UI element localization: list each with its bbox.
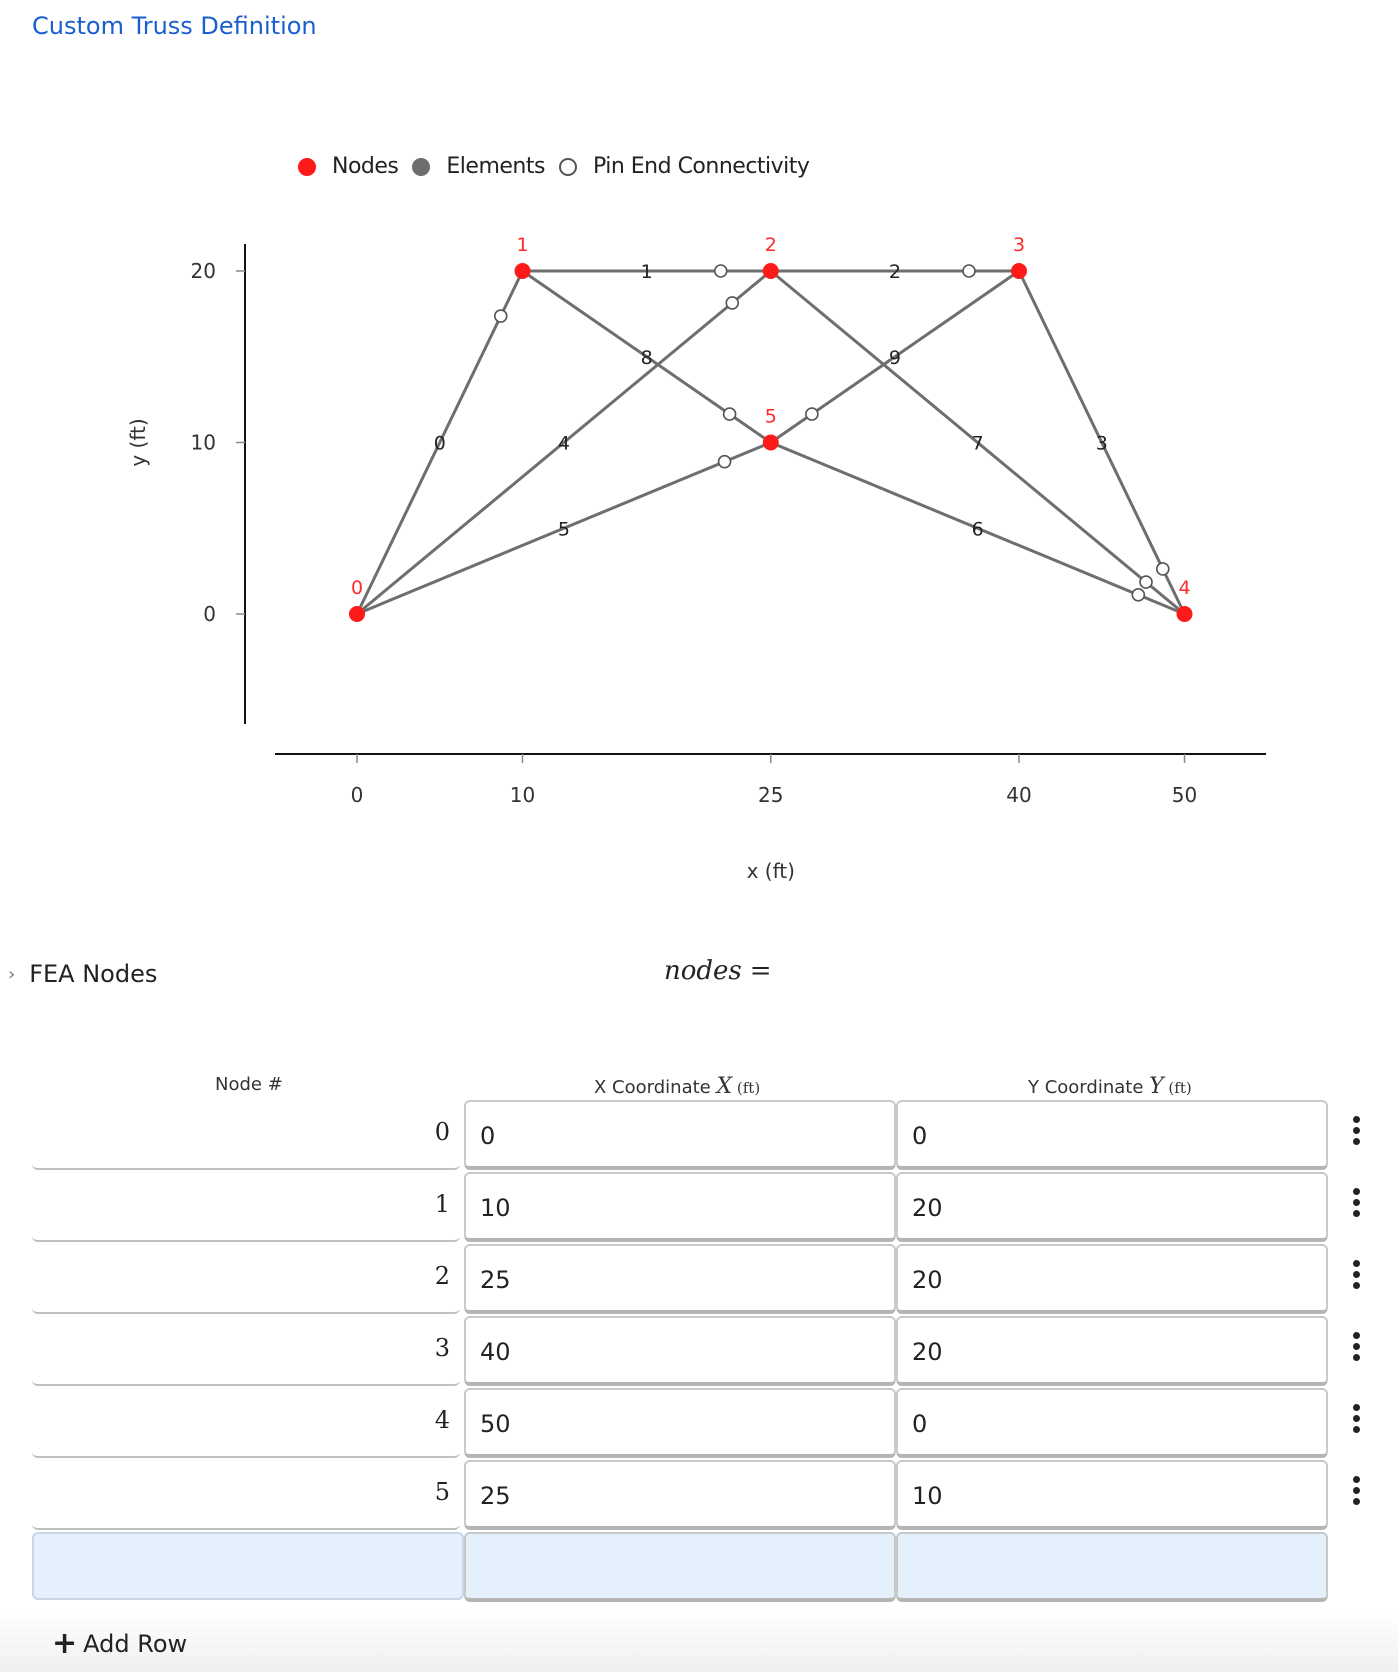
new-x-coordinate-field[interactable]: [464, 1532, 896, 1602]
pin-end-marker: [963, 265, 975, 277]
element-label: 2: [888, 261, 901, 283]
row-index-number: 5: [434, 1478, 450, 1506]
x-tick-label: 40: [1006, 783, 1032, 807]
add-row-button[interactable]: [52, 1626, 188, 1661]
y-tick-label: 10: [190, 430, 216, 455]
x-coordinate-field[interactable]: [464, 1172, 896, 1242]
row-menu-icon[interactable]: [1346, 1188, 1366, 1228]
node-label: 4: [1178, 577, 1191, 599]
header-x-unit: (ft): [732, 1079, 761, 1097]
node-marker: [1011, 263, 1027, 279]
node-marker: [349, 606, 365, 622]
pin-end-marker: [715, 265, 727, 277]
row-index-number: 0: [434, 1118, 450, 1146]
y-coordinate-field[interactable]: [896, 1100, 1328, 1170]
element-label: 8: [640, 346, 653, 369]
y-value: 0: [912, 1410, 928, 1438]
truss-plot: [0, 140, 1398, 900]
pin-end-marker: [495, 310, 507, 322]
x-coordinate-field[interactable]: [464, 1388, 896, 1458]
x-value: 25: [480, 1482, 511, 1510]
header-node: Node #: [215, 1074, 283, 1095]
element-label: 7: [971, 432, 984, 455]
header-y-coordinate: [1028, 1074, 1192, 1099]
node-label: 1: [516, 234, 529, 256]
y-coordinate-field[interactable]: [896, 1316, 1328, 1386]
element-label: 5: [557, 518, 570, 541]
row-index: [32, 1316, 460, 1386]
row-index: [32, 1460, 460, 1530]
x-value: 10: [480, 1194, 511, 1222]
element-label: 4: [557, 432, 570, 455]
y-value: 0: [912, 1122, 928, 1150]
y-coordinate-field[interactable]: [896, 1460, 1328, 1530]
row-index-number: 2: [434, 1262, 450, 1290]
y-value: 10: [912, 1482, 943, 1510]
y-axis-label: y (ft): [126, 418, 150, 467]
row-index: [32, 1172, 460, 1242]
element-label: 3: [1095, 432, 1108, 455]
y-value: 20: [912, 1338, 943, 1366]
table-row: [32, 1172, 1390, 1242]
row-index: [32, 1388, 460, 1458]
x-coordinate-field[interactable]: [464, 1460, 896, 1530]
new-y-coordinate-field[interactable]: [896, 1532, 1328, 1602]
legend-pins-label: Pin End Connectivity: [592, 154, 810, 179]
x-tick-label: 50: [1171, 783, 1198, 807]
equation-equals: =: [749, 956, 772, 986]
pin-end-marker: [806, 408, 818, 420]
x-tick-label: 25: [758, 783, 784, 807]
pin-end-marker: [1132, 589, 1144, 601]
pin-end-marker: [726, 297, 738, 309]
node-marker: [1177, 606, 1193, 622]
chevron-right-icon[interactable]: ›: [8, 963, 16, 985]
table-row: [32, 1460, 1390, 1530]
x-tick-label: 10: [509, 783, 536, 807]
new-row-index[interactable]: [32, 1532, 464, 1600]
plus-icon: +: [52, 1626, 78, 1661]
equation-variable: nodes: [664, 956, 742, 986]
x-value: 50: [480, 1410, 511, 1438]
header-x-symbol: X: [716, 1074, 733, 1099]
pin-end-marker: [724, 408, 736, 420]
row-menu-icon[interactable]: [1346, 1116, 1366, 1156]
new-table-row: [32, 1532, 1390, 1602]
page-title[interactable]: Custom Truss Definition: [32, 12, 317, 40]
y-coordinate-field[interactable]: [896, 1172, 1328, 1242]
x-coordinate-field[interactable]: [464, 1100, 896, 1170]
node-marker: [515, 263, 531, 279]
fea-nodes-section[interactable]: [8, 960, 157, 988]
row-menu-icon[interactable]: [1346, 1476, 1366, 1516]
header-x-coordinate: [594, 1074, 760, 1099]
row-index: [32, 1100, 460, 1170]
y-coordinate-field[interactable]: [896, 1244, 1328, 1314]
y-coordinate-field[interactable]: [896, 1388, 1328, 1458]
section-title: FEA Nodes: [29, 960, 158, 988]
y-value: 20: [912, 1266, 943, 1294]
header-x-prefix: X Coordinate: [594, 1077, 717, 1098]
x-value: 0: [480, 1122, 496, 1150]
row-menu-icon[interactable]: [1346, 1332, 1366, 1372]
row-index: [32, 1244, 460, 1314]
table-row: [32, 1388, 1390, 1458]
truss-chart: [0, 140, 1398, 900]
header-y-symbol: Y: [1149, 1074, 1164, 1099]
element-label: 9: [888, 346, 901, 369]
footer-bar: [0, 1612, 1398, 1672]
y-tick-label: 0: [203, 602, 216, 626]
row-menu-icon[interactable]: [1346, 1260, 1366, 1300]
legend-nodes-label: Nodes: [332, 154, 399, 179]
table-row: [32, 1316, 1390, 1386]
node-label: 0: [350, 577, 364, 599]
node-marker: [763, 263, 779, 279]
element-label: 1: [640, 261, 653, 283]
node-marker: [763, 435, 779, 451]
y-value: 20: [912, 1194, 943, 1222]
row-index-number: 4: [434, 1406, 450, 1434]
x-tick-label: 0: [350, 783, 364, 807]
legend-elements-label: Elements: [446, 154, 545, 179]
row-index-number: 3: [434, 1334, 450, 1362]
node-label: 5: [764, 405, 777, 428]
pin-end-marker: [719, 456, 731, 468]
table-row: [32, 1100, 1390, 1170]
add-row-label: Add Row: [83, 1630, 188, 1658]
y-tick-label: 20: [190, 259, 216, 283]
row-menu-icon[interactable]: [1346, 1404, 1366, 1444]
element-label: 6: [971, 518, 984, 541]
x-coordinate-field[interactable]: [464, 1316, 896, 1386]
x-coordinate-field[interactable]: [464, 1244, 896, 1314]
x-value: 40: [480, 1338, 511, 1366]
nodes-equation: [664, 956, 772, 986]
x-value: 25: [480, 1266, 511, 1294]
header-y-unit: (ft): [1163, 1079, 1192, 1097]
row-index-number: 1: [434, 1190, 450, 1218]
element-label: 0: [433, 432, 446, 455]
pin-end-marker: [1157, 563, 1169, 575]
node-label: 2: [764, 234, 777, 256]
header-y-prefix: Y Coordinate: [1028, 1077, 1150, 1098]
pin-end-marker: [1140, 576, 1152, 588]
x-axis-label: x (ft): [746, 859, 795, 883]
node-label: 3: [1012, 234, 1026, 256]
table-row: [32, 1244, 1390, 1314]
